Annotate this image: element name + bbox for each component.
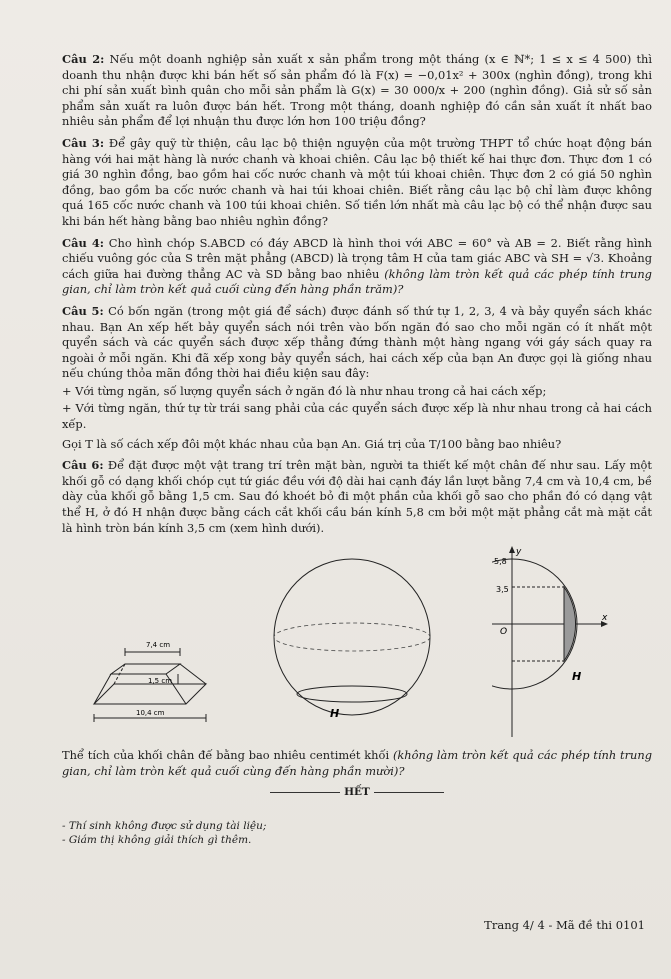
question-text: Nếu một doanh nghiệp sản xuất x sản phẩm trong một tháng (x ∈ ℕ*; 1 ≤ x ≤ 4 500) thì doanh thu nhận được khi bán hết số sản phẩm đó là F(x) = −0,01x² + 300x (nghìn đồng), trong khi chi phí sản xuất bình quân cho mỗi sản phẩm là G(x) = 30 000/x + 200 (nghìn đồng). Giả sử số sản phẩm sản xuất ra luôn được bán hết. Trong một tháng, doanh nghiệp đó cần sản xuất ít nhất bao nhiêu sản phẩm để lợi nhuận thu được lớn hơn 100 triệu đồng? xyxy=(62,52,653,129)
question-6 xyxy=(62,458,652,536)
axis-x-label: x xyxy=(602,613,608,624)
exam-notes xyxy=(62,819,652,847)
sphere-figure xyxy=(272,542,442,742)
question-note: (không làm tròn kết quả các phép tính trung gian, chỉ làm tròn kết quả cuối cùng đến hàng phần trăm)? xyxy=(62,266,652,297)
coordinate-figure xyxy=(492,542,622,742)
question-text: Cho hình chóp S.ABCD có đáy ABCD là hình thoi với ABC = 60° và AB = 2. Biết rằng hình chiếu vuông góc của S trên mặt phẳng (ABCD) là trọng tâm H của tam giác ABC và SH = √3. Khoảng cách giữa hai đường thẳng AC và SD bằng bao nhiêu xyxy=(62,235,653,281)
origin-label: O xyxy=(500,627,508,638)
top-edge-label: 7,4 cm xyxy=(146,641,171,650)
y-value-58: 5,8 xyxy=(494,557,507,567)
page-footer: Trang 4/ 4 - Mã đề thi 0101 xyxy=(484,918,645,932)
coord-h-label: H xyxy=(572,670,582,684)
question-text: Có bốn ngăn (trong một giá để sách) được đánh số thứ tự 1, 2, 3, 4 và bảy quyển sách khác nhau. Bạn An xếp hết bảy quyển sách nói trên vào bốn ngăn đó sao cho mỗi ngăn có ít nhất một quyển sách và các quyển sách được xếp thẳng đứng thành một hàng ngang với gáy sách quay ra ngoài ở mỗi ngăn. Khi đã xếp xong bảy quyển sách, hai cách xếp của bạn An được gọi là giống nhau nếu chúng thỏa mãn đồng thời hai điều kiện sau đây: xyxy=(62,303,653,381)
question-label: Câu 6: xyxy=(62,458,104,473)
note-item: - Giám thị không giải thích gì thêm. xyxy=(62,834,252,846)
closing-text: Thể tích của khối chân đế bằng bao nhiêu centimét khối xyxy=(62,748,390,763)
question-text: Để gây quỹ từ thiện, câu lạc bộ thiện nguyện của một trường THPT tổ chức hoạt động bán hàng với hai mặt hàng là nước chanh và khoai chiên. Câu lạc bộ thiết kế hai thực đơn. Thực đơn 1 có giá 30 nghìn đồng, bao gồm hai cốc nước chanh và một túi khoai chiên. Thực đơn 2 có giá 50 nghìn đồng, bao gồm ba cốc nước chanh và hai túi khoai chiên. Biết rằng câu lạc bộ chỉ làm được không quá 165 cốc nước chanh và 100 túi khoai chiên. Số tiền lớn nhất mà câu lạc bộ có thể nhận được sau khi bán hết hàng bằng bao nhiêu nghìn đồng? xyxy=(62,135,652,228)
question-label: Câu 5: xyxy=(62,303,104,318)
question-3 xyxy=(62,136,652,230)
question-2 xyxy=(62,52,652,130)
question-4 xyxy=(62,236,652,298)
question-label: Câu 2: xyxy=(62,52,105,66)
thickness-label: 1,5 cm xyxy=(148,677,173,686)
y-value-35: 3,5 xyxy=(496,585,509,595)
figures xyxy=(62,542,652,742)
frustum-figure xyxy=(90,622,240,742)
question-label: Câu 3: xyxy=(62,135,105,150)
end-text: HẾT xyxy=(344,786,370,799)
question-label: Câu 4: xyxy=(62,235,104,250)
exam-content xyxy=(62,52,652,847)
sphere-h-label: H xyxy=(330,707,340,721)
axis-y-label: y xyxy=(516,547,522,558)
closing-note: (không làm tròn kết quả các phép tính trung gian, chỉ làm tròn kết quả cuối cùng đến hàng phần mười)? xyxy=(62,748,652,778)
question-6-closing xyxy=(62,748,652,779)
bottom-edge-label: 10,4 cm xyxy=(136,709,165,718)
condition-1: + Với từng ngăn, số lượng quyển sách ở ngăn đó là như nhau trong cả hai cách xếp; xyxy=(62,383,547,398)
question-text: Để đặt được một vật trang trí trên mặt bàn, người ta thiết kế một chân đế như sau. Lấy một khối gỗ có dạng khối chóp cụt tứ giác đều với độ dài hai cạnh đáy lần lượt bằng 7,4 cm và 10,4 cm, bề dày của khối gỗ bằng 1,5 cm. Sau đó khoét bỏ đi một phần của khối gỗ sao cho phần đó có dạng vật thể H, ở đó H nhận được bằng cách cắt khối cầu bán kính 5,8 cm bởi một mặt phẳng cắt mà mặt cắt là hình tròn bán kính 3,5 cm (xem hình dưới). xyxy=(62,458,652,535)
question-5 xyxy=(62,304,652,382)
condition-2: + Với từng ngăn, thứ tự từ trái sang phải của các quyển sách được xếp là như nhau trong cả hai cách xếp. xyxy=(62,401,652,432)
question-5-ask: Gọi T là số cách xếp đôi một khác nhau của bạn An. Giá trị của T/100 bằng bao nhiêu? xyxy=(62,436,562,451)
note-item: - Thí sinh không được sử dụng tài liệu; xyxy=(62,820,267,832)
end-marker xyxy=(62,785,652,801)
